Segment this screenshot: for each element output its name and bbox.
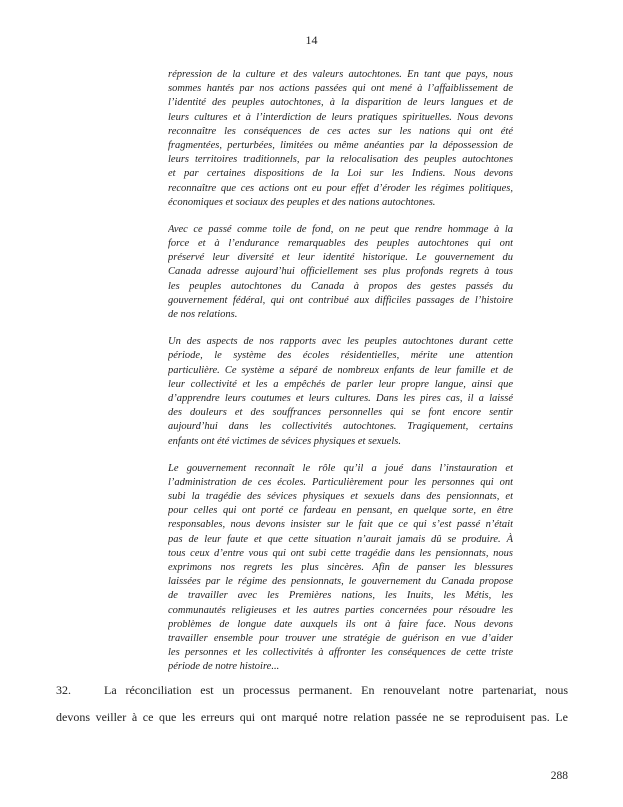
footer-page-number: 288 [550, 770, 568, 782]
quote-line: responsables, nous devons insister sur le fait que ce qui s’est passé n’était [168, 519, 513, 531]
quote-line: problèmes de longue date auxquels ils ont à faire face. Nous devons [168, 618, 513, 630]
quote-paragraph-1 [168, 68, 513, 210]
quote-paragraph-3 [168, 335, 513, 449]
quote-line: Le gouvernement reconnaît le rôle qu’il a joué dans l’instauration et [168, 462, 513, 474]
paragraph-32-text: La réconciliation est un processus permanent. En renouvelant notre partenariat, nous [104, 683, 568, 697]
quote-line: exprimons nos regrets les plus sincères. Afin de panser les blessures [168, 562, 513, 573]
quote-line: d’apprendre leurs coutumes et leurs cultures. Dans les pires cas, il a laissé [168, 392, 513, 404]
quote-line: laissées par le régime des pensionnats, le gouvernement du Canada propose [168, 576, 513, 588]
quote-paragraph-4 [168, 462, 513, 675]
quote-line: de nos relations. [168, 309, 238, 320]
quote-line: Un des aspects de nos rapports avec les peuples autochtones durant cette [168, 336, 513, 348]
quote-line: force et à l’endurance remarquables des peuples autochtones qui ont [168, 238, 513, 250]
quote-line: pas de leur faute et que cette situation n’aurait jamais dû se produire. À [168, 533, 513, 545]
quote-line: de travailler avec les Premières nations, les Inuits, les Métis, les [168, 590, 513, 602]
quote-line: leurs territoires traditionnels, par la relocalisation des peuples autochtones [168, 154, 513, 166]
quote-line: répression de la culture et des valeurs autochtones. En tant que pays, nous [168, 69, 513, 80]
quote-line: Avec ce passé comme toile de fond, on ne peut que rendre hommage à la [168, 223, 513, 235]
quote-line: tous ceux d’entre vous qui ont subi cette tragédie dans les pensionnats, nous [168, 547, 513, 559]
quote-line: l’identité des peuples autochtones, à la disparition de leurs langues et de [168, 97, 513, 109]
quote-line: l’administration de ces écoles. Particulièrement pour les personnes qui ont [168, 476, 513, 488]
quote-line: enfants ont été victimes de sévices physiques et sexuels. [168, 435, 401, 447]
quote-line: période de notre histoire... [168, 661, 280, 673]
paragraph-number: 32. [56, 683, 71, 697]
paragraph-32-line-1 [56, 677, 568, 704]
quote-line: les peuples autochtones du Canada à propos des gestes passés du [168, 280, 513, 292]
quote-line: pour celles qui ont porté ce fardeau en pensant, en quelque sorte, en être [168, 505, 513, 517]
quote-paragraph-2 [168, 223, 513, 322]
quote-line: travailler ensemble pour trouver une stratégie de guérison en vue d’aider [168, 632, 513, 644]
quote-line: leur collectivité et les a empêchés de parler leur propre langue, ainsi que [168, 378, 513, 390]
quote-line: reconnaître que ces actions ont eu pour effet d’éroder les régimes politiques, [168, 182, 513, 194]
quote-line: des douleurs et des souffrances personnelles qui se font encore sentir [168, 407, 513, 419]
quote-line: particulière. Ce système a séparé de nombreux enfants de leur famille et de [168, 364, 513, 376]
quote-line: subi la tragédie des sévices physiques et sexuels dans des pensionnats, et [168, 491, 513, 503]
quote-line: Canada adresse aujourd’hui officiellement ses plus profonds regrets à tous [168, 266, 513, 278]
header-page-number: 14 [305, 33, 318, 47]
quote-line: période, le système des écoles résidentielles, mérite une attention [168, 350, 513, 362]
paragraph-32-line-2: devons veiller à ce que les erreurs qui ont marqué notre relation passée ne se reproduisent pas. Le [56, 710, 568, 725]
quote-line: reconnaître les conséquences de ces actes sur les nations qui ont été [168, 125, 513, 137]
quote-line: fragmentées, perturbées, limitées ou même anéanties par la dépossession de [168, 139, 513, 151]
quote-line: gouvernement fédéral, qui ont contribué aux difficiles passages de l’histoire [168, 294, 513, 306]
quote-line: les personnes et les collectivités à affronter les conséquences de cette triste [168, 647, 513, 659]
quote-line: leurs cultures et à l’interdiction de leurs pratiques spirituelles. Nous devons [168, 111, 513, 123]
block-quotation [168, 68, 513, 675]
quote-line: communautés religieuses et les autres parties concernées pour résoudre les [168, 604, 513, 616]
quote-line: aujourd’hui dans les collectivités autochtones. Tragiquement, certains [168, 421, 513, 433]
quote-line: sommes hantés par nos actions passées qui ont mené à l’affaiblissement de [168, 83, 513, 95]
quote-line: économiques et sociaux des peuples et des nations autochtones. [168, 196, 436, 208]
quote-line: préservé leur diversité et leur identité historique. Le gouvernement du [168, 252, 513, 264]
quote-line: et par certaines dispositions de la Loi sur les Indiens. Nous devons [168, 168, 513, 180]
paragraph-32 [56, 677, 568, 732]
